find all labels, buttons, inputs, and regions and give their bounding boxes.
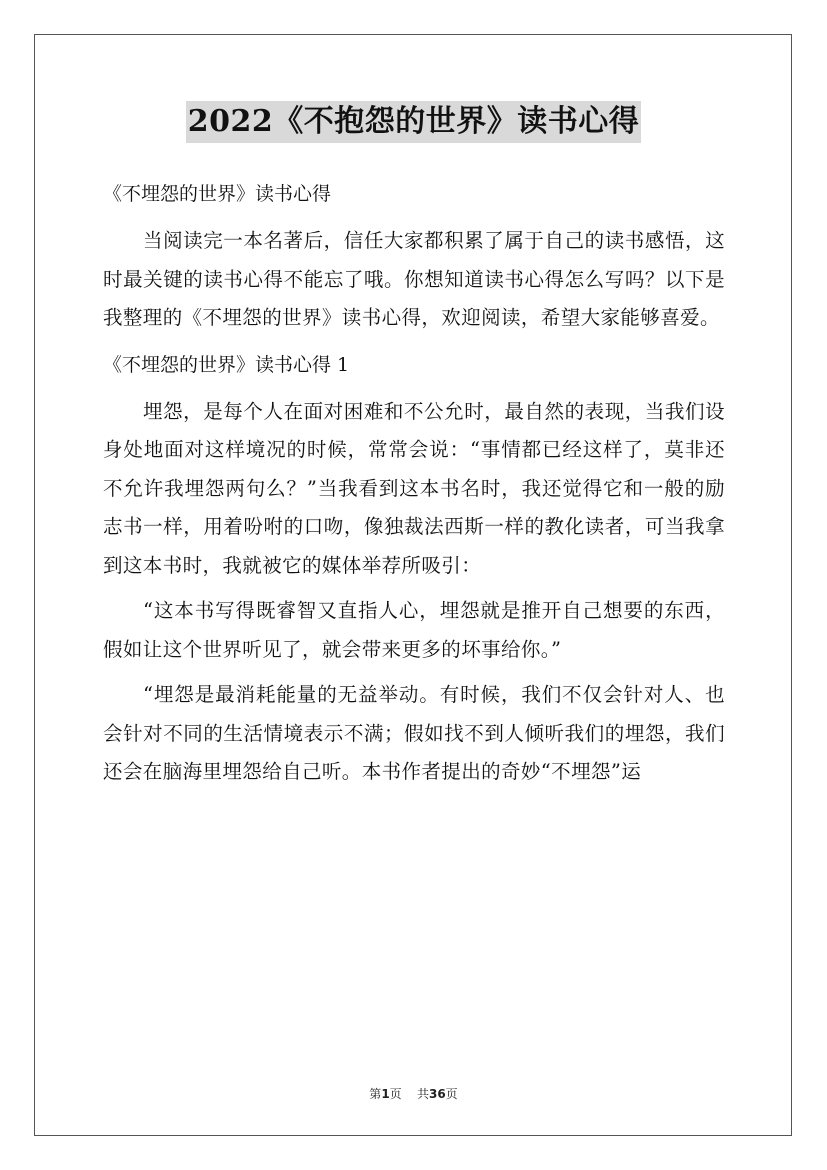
- section-heading-2: 《不埋怨的世界》读书心得 1: [103, 353, 350, 376]
- total-suffix: 页: [445, 1087, 458, 1101]
- page-prefix: 第: [369, 1087, 382, 1101]
- page-number: 1: [381, 1087, 390, 1101]
- body-paragraph-1: 埋怨，是每个人在面对困难和不公允时，最自然的表现，当我们设身处地面对这样境况的时候，常常会说：“事情都已经这样了，莫非还不允许我埋怨两句么？”当我看到这本书名时，我还觉得它和一般的励志书一样，用着吩咐的口吻，像独裁法西斯一样的教化读者，可当我拿到这本书时，我就被它的媒体举荐所吸引：: [103, 399, 725, 577]
- document-title: 2022《不抱怨的世界》读书心得: [186, 101, 642, 143]
- title-wrap: [0, 101, 827, 143]
- total-prefix: 共: [416, 1087, 429, 1101]
- body-paragraph-3: “埋怨是最消耗能量的无益举动。有时候，我们不仅会针对人、也会针对不同的生活情境表示不满；假如找不到人倾听我们的埋怨，我们还会在脑海里埋怨给自己听。本书作者提出的奇妙“不埋怨”运: [103, 683, 725, 783]
- total-pages: 36: [428, 1087, 446, 1101]
- page-footer: [0, 1085, 827, 1102]
- page-suffix: 页: [389, 1087, 402, 1101]
- document-body: [103, 173, 725, 798]
- section-heading-1: 《不埋怨的世界》读书心得: [103, 183, 332, 205]
- intro-paragraph: 当阅读完一本名著后，信任大家都积累了属于自己的读书感悟，这时最关键的读书心得不能忘了哦。你想知道读书心得怎么写吗？以下是我整理的《不埋怨的世界》读书心得，欢迎阅读，希望大家能够喜爱。: [103, 229, 725, 329]
- body-paragraph-2: “这本书写得既睿智又直指人心，埋怨就是推开自己想要的东西，假如让这个世界听见了，就会带来更多的坏事给你。”: [103, 599, 725, 661]
